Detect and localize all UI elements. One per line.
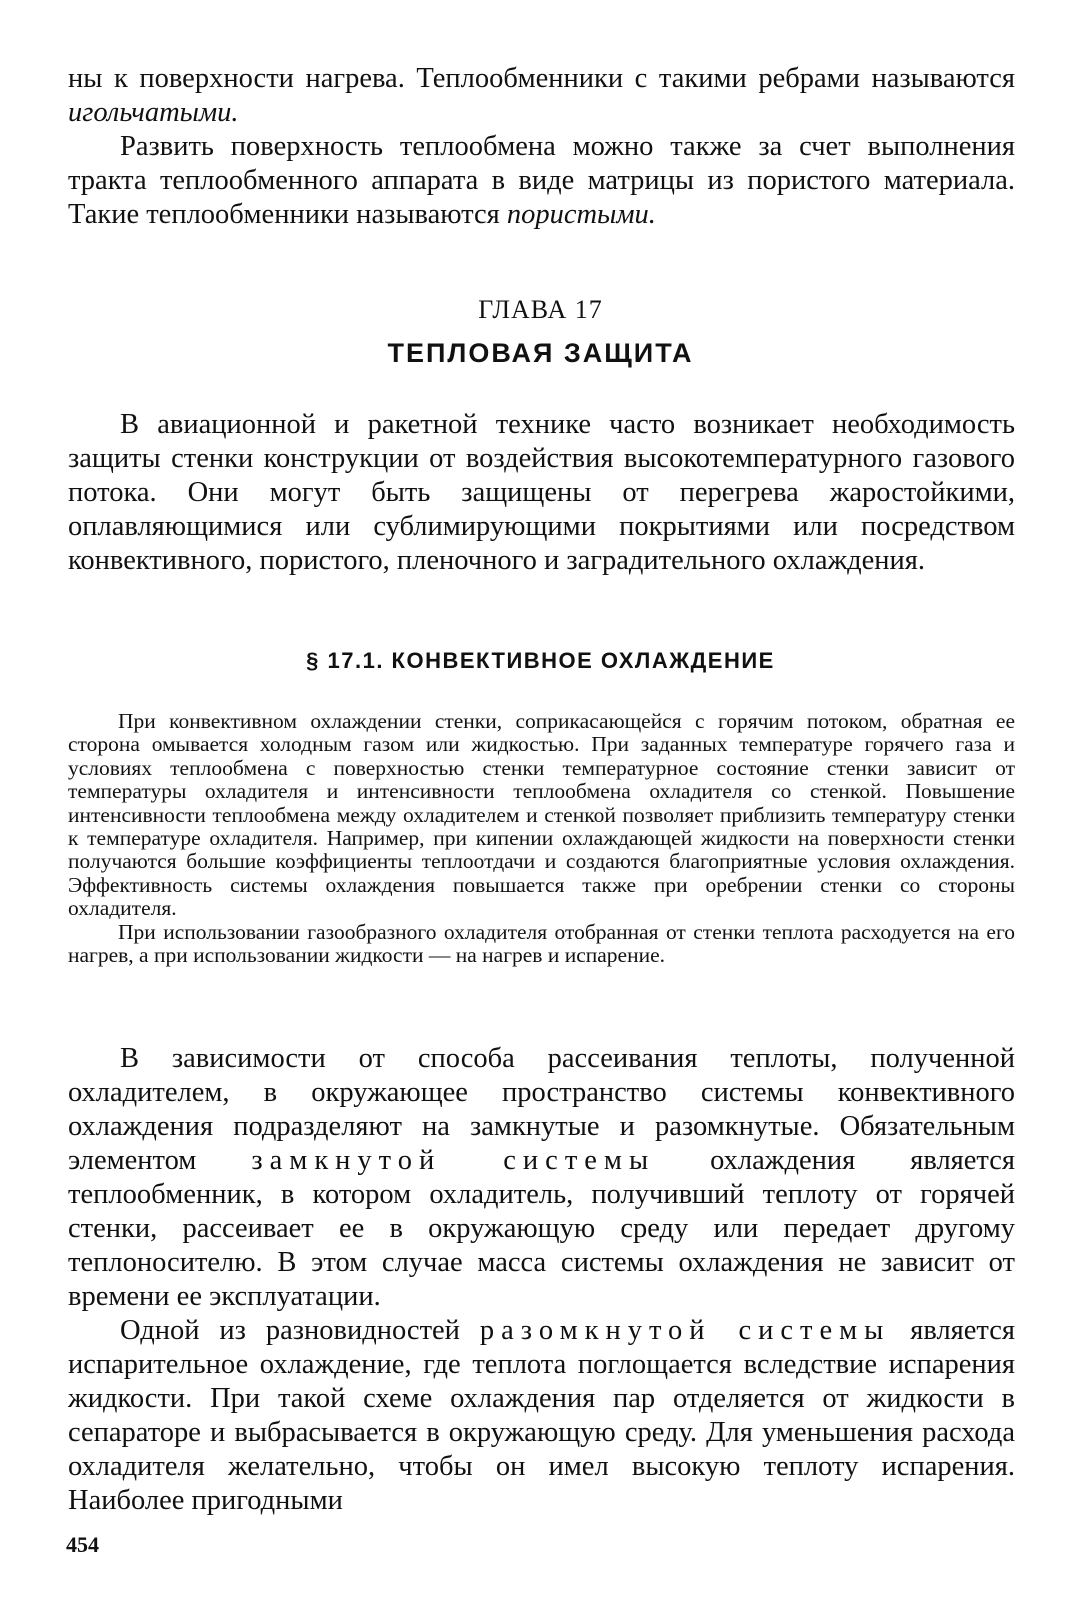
spaced-term: разомкнутой системы: [479, 1315, 891, 1346]
paragraph-porous: [68, 130, 1015, 232]
body-paragraph-open-system: [68, 1314, 1015, 1518]
body-paragraph-closed-system: [68, 1042, 1015, 1314]
small-paragraph: При использовании газообразного охладителя отобранная от стенки теплота расходуется на его нагрев, а при использовании жидкости — на нагрев и испарение.: [68, 919, 1015, 968]
chapter-title: ТЕПЛОВАЯ ЗАЩИТА: [387, 338, 694, 368]
intro-paragraph: В авиационной и ракетной технике часто возникает необходимость защиты стенки конструкции от воздействия высокотемпературного газового потока. Они могут быть защищены от перегрева жаростойкими, оплавляющимися или сублимирующими покрытиями или посредством конвективного, пористого, пленочного и заградительного охлаждения.: [68, 409, 1015, 576]
chapter-label: ГЛАВА 17: [478, 295, 603, 324]
paragraph-text: охлаждения является теплообменник, в котором охладитель, получивший теплоту от горячей стенки, рассеивает ее в окружающую среду или передает другому теплоносителю. В этом случае масса системы охлаждения не зависит от времени ее эксплуатации.: [68, 1145, 1015, 1312]
body-text-block: [68, 1042, 1015, 1518]
spaced-term: замкнутой системы: [251, 1145, 656, 1176]
page-number: 454: [66, 1532, 99, 1557]
paragraph-text: является испарительное охлаждение, где теплота поглощается вследствие испарения жидкости. При такой схеме охлаждения пар отделяется от жидкости в сепараторе и выбрасывается в окружающую среду. Для уменьшения расхода охладителя желательно, чтобы он имел высокую теплоту испарения. Наиболее пригодными: [68, 1315, 1015, 1516]
paragraph-text: Развить поверхность теплообмена можно также за счет выполнения тракта теплообменного аппарата в виде матрицы из пористого материала. Такие теплообменники называются: [68, 131, 1015, 230]
section-title: § 17.1. КОНВЕКТИВНОЕ ОХЛАЖДЕНИЕ: [306, 648, 775, 673]
top-text-block: [68, 62, 1015, 232]
paragraph-text: ны к поверхности нагрева. Теплообменники с такими ребрами называются: [68, 63, 1015, 94]
italic-term: пористыми.: [506, 199, 656, 230]
small-print-block: [68, 710, 1015, 967]
italic-term: игольчатыми.: [68, 97, 239, 128]
intro-block: [68, 408, 1015, 578]
paragraph-text: Одной из разновидностей: [120, 1315, 480, 1346]
paragraph-continued: [68, 62, 1015, 130]
small-paragraph: При конвективном охлаждении стенки, соприкасающейся с горячим потоком, обратная ее сторона омывается холодным газом или жидкостью. При заданных температуре горячего газа и условиях теплообмена с поверхностью стенки температурное состояние стенки зависит от температуры охладителя и интенсивности теплообмена охладителя со стенкой. Повышение интенсивности теплообмена между охладителем и стенкой позволяет приблизить температуру стенки к температуре охладителя. Например, при кипении охлаждающей жидкости на поверхности стенки получаются большие коэффициенты теплоотдачи и создаются благоприятные условия охлаждения. Эффективность системы охлаждения повышается также при оребрении стенки со стороны охладителя.: [68, 709, 1015, 921]
paragraph-text: В зависимости от способа рассеивания теплоты, полученной охладителем, в окружающее пространство системы конвективного охлаждения подразделяют на замкнутые и разомкнутые. Обязательным элементом: [68, 1043, 1015, 1176]
